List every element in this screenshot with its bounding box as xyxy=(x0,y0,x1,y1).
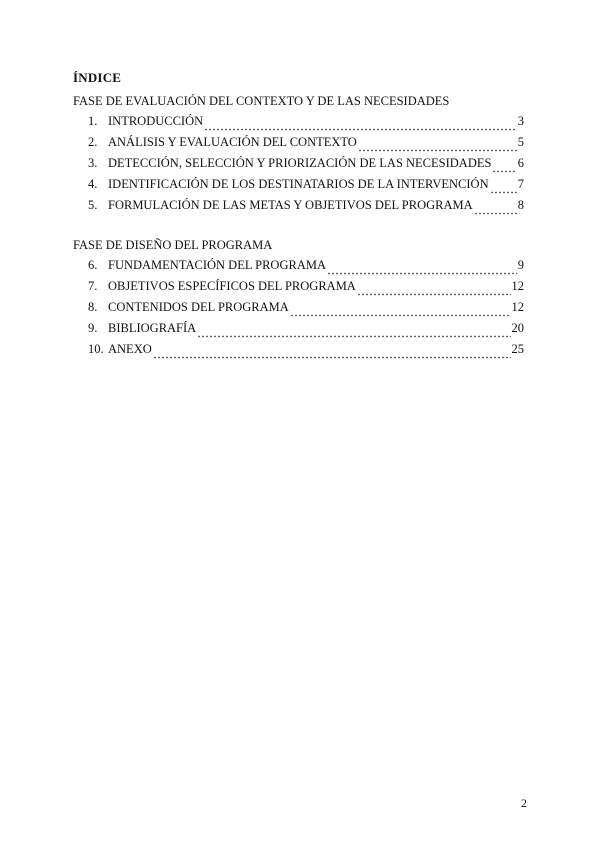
section-heading-evaluacion: FASE DE EVALUACIÓN DEL CONTEXTO Y DE LAS NECESIDADES xyxy=(73,94,450,108)
toc-entry-number: 8. xyxy=(88,300,98,314)
dot-leader xyxy=(197,325,510,339)
toc-entry[interactable] xyxy=(88,258,524,276)
toc-entry-label: CONTENIDOS DEL PROGRAMA xyxy=(108,300,289,314)
toc-entry-number: 9. xyxy=(88,321,98,335)
toc-entry[interactable] xyxy=(88,279,524,297)
toc-entry-number: 2. xyxy=(88,135,98,149)
toc-entry[interactable] xyxy=(88,156,524,174)
toc-entry-label: IDENTIFICACIÓN DE LOS DESTINATARIOS DE LA INTERVENCIÓN xyxy=(108,177,489,191)
toc-entry-label: FUNDAMENTACIÓN DEL PROGRAMA xyxy=(108,258,326,272)
toc-entry-number: 10. xyxy=(88,342,104,356)
dot-leader xyxy=(327,262,517,276)
toc-entry-page: 7 xyxy=(517,177,524,191)
toc-entry-page: 9 xyxy=(517,258,524,272)
toc-entry-label: ANEXO xyxy=(108,342,152,356)
toc-entry-page: 6 xyxy=(517,156,524,170)
toc-entry-number: 3. xyxy=(88,156,98,170)
toc-entry-number: 5. xyxy=(88,198,98,212)
dot-leader xyxy=(290,304,511,318)
toc-entry[interactable] xyxy=(88,177,524,195)
index-title: ÍNDICE xyxy=(73,70,122,85)
toc-entry-page: 5 xyxy=(517,135,524,149)
toc-entry-label: INTRODUCCIÓN xyxy=(108,114,204,128)
toc-entry[interactable] xyxy=(88,342,524,360)
toc-entry-page: 8 xyxy=(517,198,524,212)
toc-entry-number: 7. xyxy=(88,279,98,293)
dot-leader xyxy=(490,181,517,195)
toc-entry-label: DETECCIÓN, SELECCIÓN Y PRIORIZACIÓN DE LAS NECESIDADES xyxy=(108,156,492,170)
dot-leader xyxy=(357,283,511,297)
toc-entry-number: 6. xyxy=(88,258,98,272)
toc-entry-number: 4. xyxy=(88,177,98,191)
dot-leader xyxy=(153,346,511,360)
toc-entry-page: 12 xyxy=(511,300,524,314)
dot-leader xyxy=(204,118,517,132)
toc-entry-page: 12 xyxy=(511,279,524,293)
toc-entry-page: 20 xyxy=(511,321,524,335)
toc-entry[interactable] xyxy=(88,135,524,153)
toc-entry-label: ANÁLISIS Y EVALUACIÓN DEL CONTEXTO xyxy=(108,135,357,149)
toc-entry-page: 25 xyxy=(511,342,524,356)
toc-entry-page: 3 xyxy=(517,114,524,128)
toc-entry[interactable] xyxy=(88,114,524,132)
dot-leader xyxy=(474,202,517,216)
toc-entry-label: FORMULACIÓN DE LAS METAS Y OBJETIVOS DEL PROGRAMA xyxy=(108,198,473,212)
toc-entry-label: OBJETIVOS ESPECÍFICOS DEL PROGRAMA xyxy=(108,279,356,293)
toc-entry[interactable] xyxy=(88,321,524,339)
dot-leader xyxy=(492,160,516,174)
page-number: 2 xyxy=(521,796,527,810)
section-heading-diseno: FASE DE DISEÑO DEL PROGRAMA xyxy=(73,238,273,252)
toc-entry[interactable] xyxy=(88,198,524,216)
toc-entry-number: 1. xyxy=(88,114,98,128)
toc-entry[interactable] xyxy=(88,300,524,318)
dot-leader xyxy=(358,139,517,153)
toc-entry-label: BIBLIOGRAFÍA xyxy=(108,321,197,335)
